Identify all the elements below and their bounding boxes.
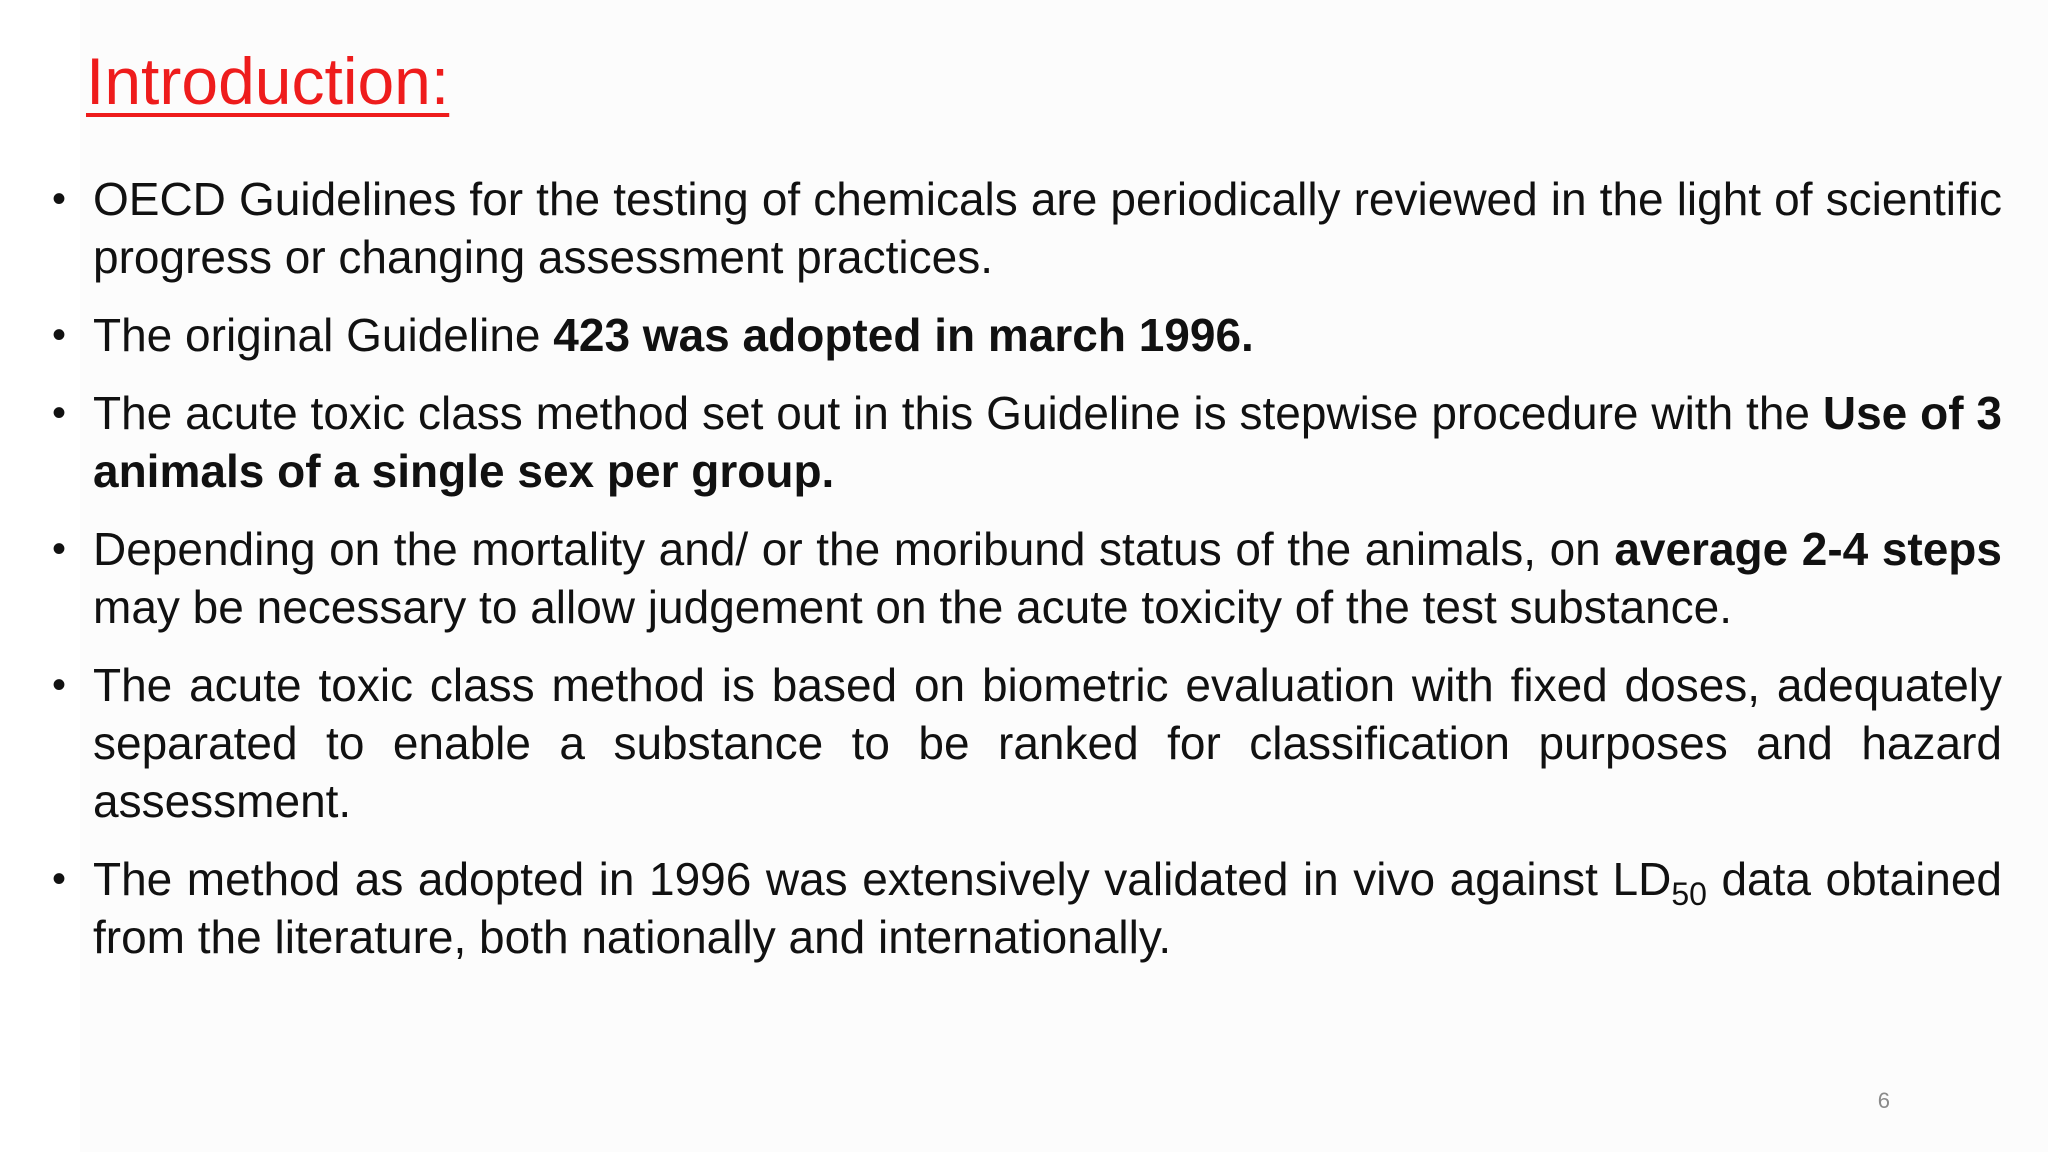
bullet-item-validation [52, 850, 2002, 966]
bullet-text: The acute toxic class method set out in this Guideline is stepwise procedure with the [93, 387, 1823, 439]
page-number: 6 [1877, 1088, 1890, 1113]
bullet-bold-text: 423 was adopted in march 1996. [553, 309, 1254, 361]
bullet-bold-text: average 2-4 steps [1614, 523, 2002, 575]
bullet-dot-icon: • [52, 527, 67, 571]
bullet-dot-icon: • [52, 391, 67, 435]
bullet-bold-text: Use of 3 animals of a single sex per group. [93, 387, 2002, 497]
bullet-text: Depending on the mortality and/ or the moribund status of the animals, on [93, 523, 1615, 575]
bullet-dot-icon: • [52, 177, 67, 221]
slide-title: Introduction: [86, 44, 450, 118]
bullet-item-mortality-steps [52, 520, 2002, 636]
bullet-item-oecd-guidelines [52, 170, 2002, 286]
bullet-text: The acute toxic class method is based on biometric evaluation with fixed doses, adequately separated to enable a substance to be ranked for classification purposes and hazard assessment. [93, 659, 2002, 827]
bullet-item-stepwise-procedure [52, 384, 2002, 500]
bullet-text: The original Guideline [93, 309, 554, 361]
bullet-text: The method as adopted in 1996 was extensively validated in vivo against LD [93, 853, 1672, 905]
bullet-dot-icon: • [52, 313, 67, 357]
ld50-subscript: 50 [1671, 876, 1707, 912]
bullet-list [52, 170, 2002, 986]
bullet-item-biometric-evaluation [52, 656, 2002, 830]
bullet-item-original-guideline [52, 306, 2002, 364]
bullet-text: OECD Guidelines for the testing of chemicals are periodically reviewed in the light of scientific progress or changing assessment practices. [93, 173, 2002, 283]
bullet-text-continued: data obtained from the literature, both nationally and internationally. [93, 853, 2002, 963]
bullet-dot-icon: • [52, 857, 67, 901]
bullet-dot-icon: • [52, 663, 67, 707]
bullet-text-continued: may be necessary to allow judgement on the acute toxicity of the test substance. [93, 581, 1733, 633]
